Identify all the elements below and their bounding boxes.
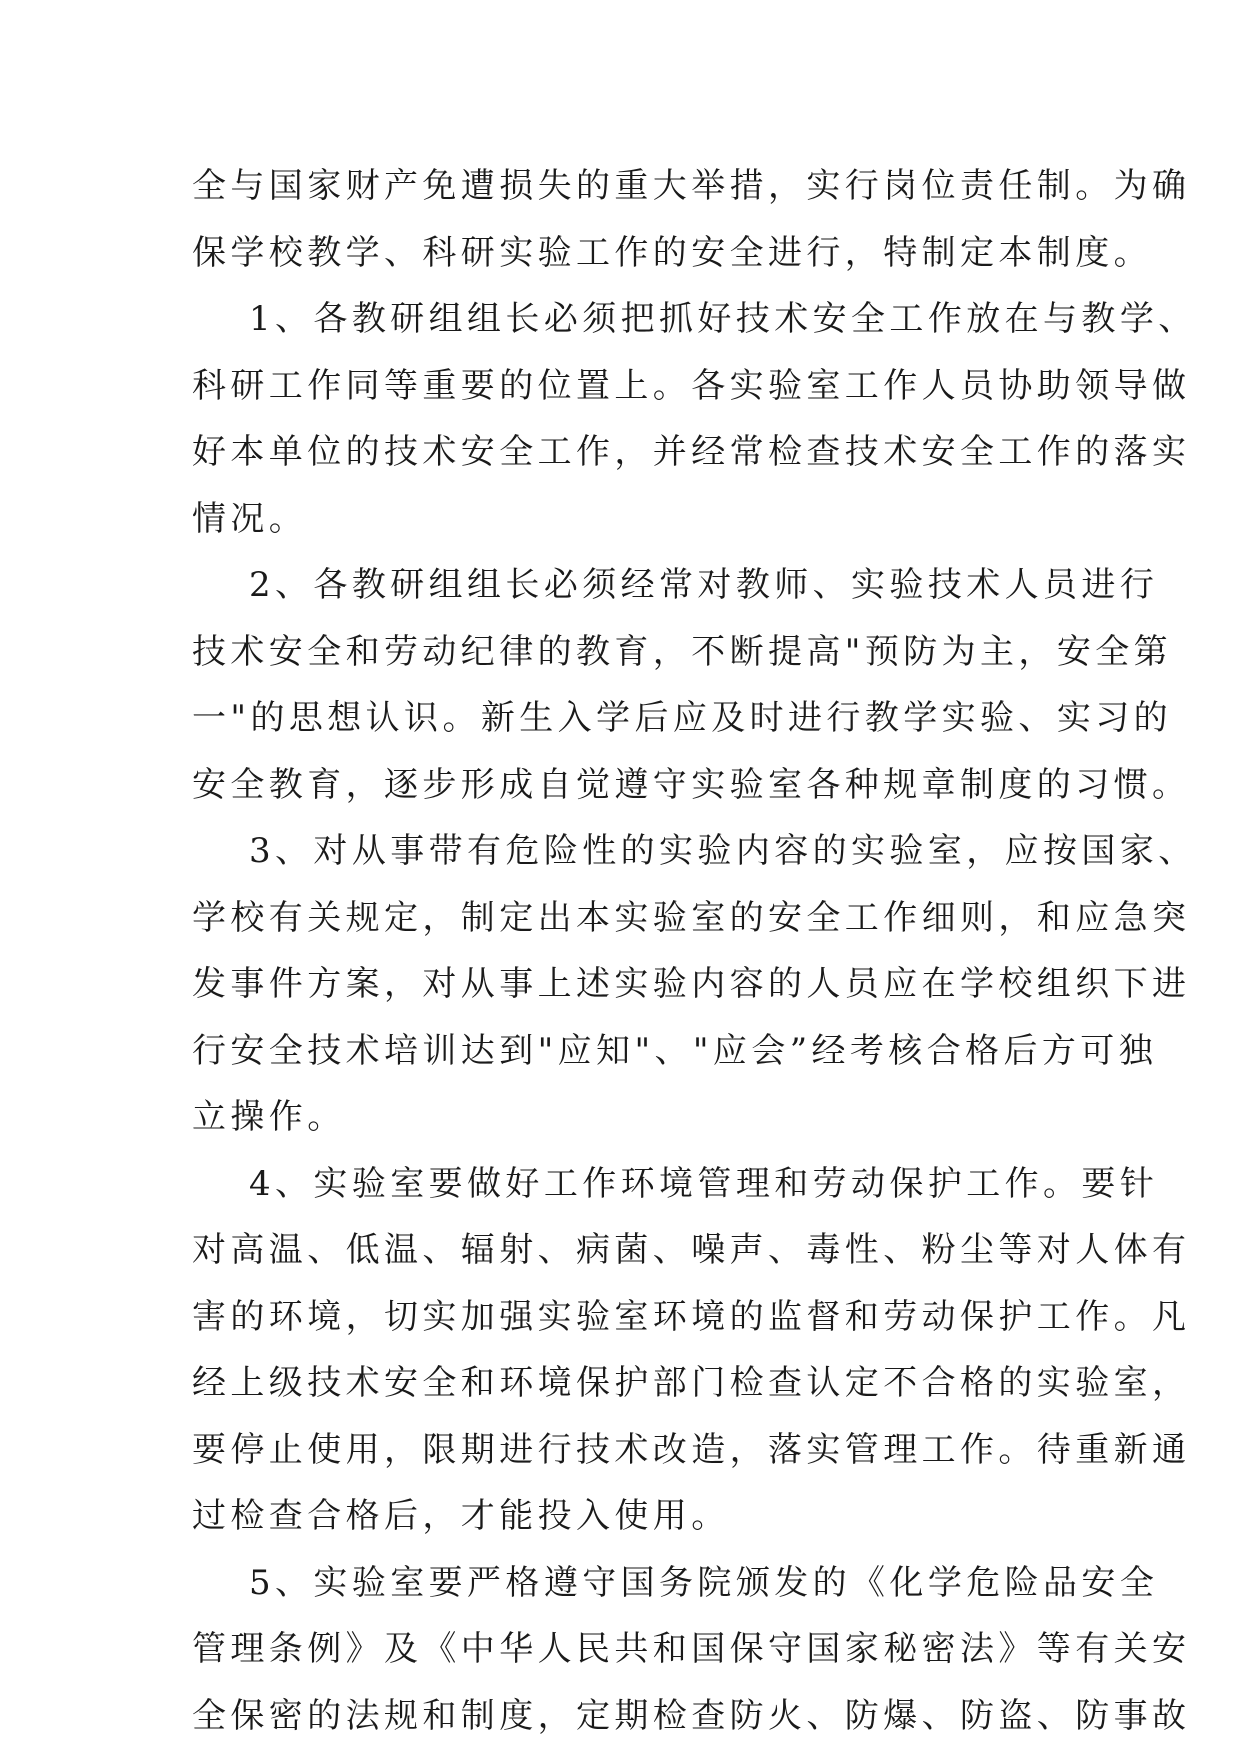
paragraph-4-start: 4、实验室要做好工作环境管理和劳动保护工作。要针	[192, 1161, 1092, 1228]
text-line: 经上级技术安全和环境保护部门检查认定不合格的实验室，	[192, 1360, 1092, 1427]
text-line: 全保密的法规和制度，定期检查防火、防爆、防盗、防事故	[192, 1693, 1092, 1759]
text-line: 立操作。	[192, 1094, 1092, 1161]
paragraph-5-start: 5、实验室要严格遵守国务院颁发的《化学危险品安全	[192, 1560, 1092, 1627]
paragraph-1-start: 1、各教研组组长必须把抓好技术安全工作放在与教学、	[192, 296, 1092, 363]
text-line: 保学校教学、科研实验工作的安全进行，特制定本制度。	[192, 230, 1092, 297]
text-line: 管理条例》及《中华人民共和国保守国家秘密法》等有关安	[192, 1626, 1092, 1693]
text-line: 情况。	[192, 496, 1092, 563]
text-line: 要停止使用，限期进行技术改造，落实管理工作。待重新通	[192, 1427, 1092, 1494]
text-line: 过检查合格后，才能投入使用。	[192, 1493, 1092, 1560]
text-line: 科研工作同等重要的位置上。各实验室工作人员协助领导做	[192, 363, 1092, 430]
paragraph-2-start: 2、各教研组组长必须经常对教师、实验技术人员进行	[192, 562, 1092, 629]
text-line: 害的环境，切实加强实验室环境的监督和劳动保护工作。凡	[192, 1294, 1092, 1361]
text-line: 学校有关规定，制定出本实验室的安全工作细则，和应急突	[192, 895, 1092, 962]
text-line: 安全教育，逐步形成自觉遵守实验室各种规章制度的习惯。	[192, 762, 1092, 829]
text-line: 对高温、低温、辐射、病菌、噪声、毒性、粉尘等对人体有	[192, 1227, 1092, 1294]
text-line: 发事件方案，对从事上述实验内容的人员应在学校组织下进	[192, 961, 1092, 1028]
body-text	[192, 163, 1092, 1759]
text-line: 技术安全和劳动纪律的教育，不断提高"预防为主，安全第	[192, 629, 1092, 696]
text-line: 好本单位的技术安全工作，并经常检查技术安全工作的落实	[192, 429, 1092, 496]
text-line: 一"的思想认识。新生入学后应及时进行教学实验、实习的	[192, 695, 1092, 762]
paragraph-3-start: 3、对从事带有危险性的实验内容的实验室，应按国家、	[192, 828, 1092, 895]
text-line: 全与国家财产免遭损失的重大举措，实行岗位责任制。为确	[192, 163, 1092, 230]
text-line: 行安全技术培训达到"应知"、"应会”经考核合格后方可独	[192, 1028, 1092, 1095]
